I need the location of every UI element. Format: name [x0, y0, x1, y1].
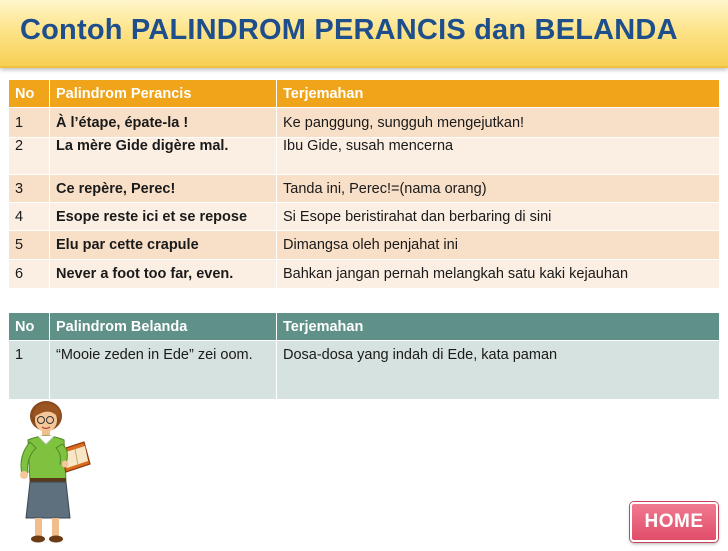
translation-text: Ke panggung, sungguh mengejutkan! [277, 108, 720, 138]
row-number: 4 [9, 203, 50, 231]
palindrome-text: La mère Gide digère mal. [50, 138, 277, 175]
table-row [9, 203, 720, 231]
palindrome-text: Esope reste ici et se repose [50, 203, 277, 231]
row-number: 3 [9, 175, 50, 203]
palindrome-text: Ce repère, Perec! [50, 175, 277, 203]
column-header-translation: Terjemahan [277, 80, 720, 108]
translation-text: Ibu Gide, susah mencerna [277, 138, 720, 175]
table-row [9, 108, 720, 138]
row-number: 5 [9, 231, 50, 260]
column-header-no: No [9, 80, 50, 108]
row-number: 1 [9, 341, 50, 400]
row-number: 1 [9, 108, 50, 138]
home-button[interactable]: HOME [630, 502, 718, 542]
translation-text: Dosa-dosa yang indah di Ede, kata paman [277, 341, 720, 400]
column-header-palindrome: Palindrom Belanda [50, 313, 277, 341]
french-palindrome-table [8, 79, 720, 289]
translation-text: Bahkan jangan pernah melangkah satu kaki kejauhan [277, 260, 720, 289]
dutch-palindrome-table [8, 312, 720, 400]
translation-text: Tanda ini, Perec!=(nama orang) [277, 175, 720, 203]
palindrome-text: Never a foot too far, even. [50, 260, 277, 289]
palindrome-text: “Mooie zeden in Ede” zei oom. [50, 341, 277, 400]
table-row [9, 260, 720, 289]
translation-text: Dimangsa oleh penjahat ini [277, 231, 720, 260]
translation-text: Si Esope beristirahat dan berbaring di sini [277, 203, 720, 231]
palindrome-text: Elu par cette crapule [50, 231, 277, 260]
row-number: 6 [9, 260, 50, 289]
table-row [9, 231, 720, 260]
table-row [9, 341, 720, 400]
table-row [9, 138, 720, 175]
table-header-row [9, 80, 720, 108]
column-header-palindrome: Palindrom Perancis [50, 80, 277, 108]
row-number: 2 [9, 138, 50, 175]
table-header-row [9, 313, 720, 341]
page-title: Contoh PALINDROM PERANCIS dan BELANDA [20, 14, 678, 46]
column-header-no: No [9, 313, 50, 341]
palindrome-text: À l’étape, épate-la ! [50, 108, 277, 138]
table-row [9, 175, 720, 203]
title-bar [0, 0, 728, 68]
column-header-translation: Terjemahan [277, 313, 720, 341]
teacher-reading-book-icon [8, 398, 98, 546]
